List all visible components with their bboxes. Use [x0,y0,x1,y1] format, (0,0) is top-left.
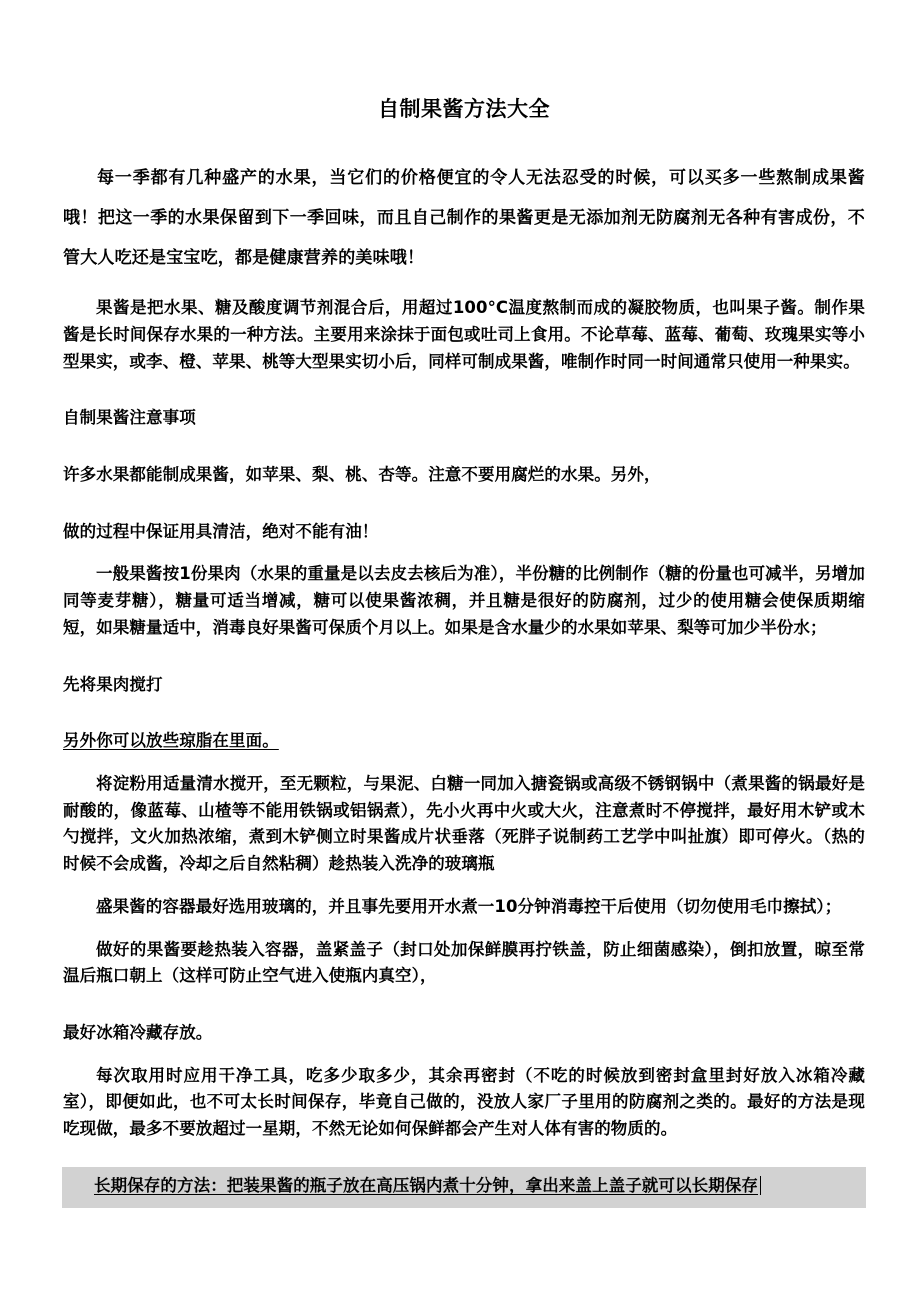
paragraph-sealing: 做好的果酱要趁热装入容器，盖紧盖子（封口处加保鲜膜再拧铁盖，防止细菌感染），倒扣放置，晾至常温后瓶口朝上（这样可防止空气进入使瓶内真空）， [63,939,865,986]
page-title: 自制果酱方法大全 [378,97,550,121]
paragraph-refrigerate: 最好冰箱冷藏存放。 [63,1023,213,1043]
paragraph-container: 盛果酱的容器最好选用玻璃的，并且事先要用开水煮一10分钟消毒控干后使用（切勿使用毛巾擦拭）； [96,896,842,916]
paragraph-fruit-choice: 许多水果都能制成果酱，如苹果、梨、桃、杏等。注意不要用腐烂的水果。另外， [63,464,661,484]
highlighted-note [62,1167,866,1208]
paragraph-agar-underlined: 另外你可以放些琼脂在里面。 [63,731,279,751]
document-body [63,0,865,1208]
paragraph-ratio: 一般果酱按1份果肉（水果的重量是以去皮去核后为准），半份糖的比例制作（糖的份量也可减半，另增加同等麦芽糖），糖量可适当增减，糖可以使果酱浓稠，并且糖是很好的防腐剂，过少的使用糖会使保质期缩短，如果糖量适中，消毒良好果酱可保质个月以上。如果是含水量少的水果如苹果、梨等可加少半份水； [63,564,865,637]
paragraph-definition: 果酱是把水果、糖及酸度调节剂混合后，用超过100°C温度熬制而成的凝胶物质，也叫果子酱。制作果酱是长时间保存水果的一种方法。主要用来涂抹于面包或吐司上食用。不论草莓、蓝莓、葡萄、玫瑰果实等小型果实，或李、橙、苹果、桃等大型果实切小后，同样可制成果酱，唯制作时同一时间通常只使用一种果实。 [63,298,865,371]
paragraph-usage: 每次取用时应用干净工具，吃多少取多少，其余再密封（不吃的时候放到密封盒里封好放入冰箱冷藏室），即便如此，也不可太长时间保存，毕竟自己做的，没放人家厂子里用的防腐剂之类的。最好的方法是现吃现做，最多不要放超过一星期，不然无论如何保鲜都会产生对人体有害的物质的。 [63,1065,865,1139]
paragraph-intro: 每一季都有几种盛产的水果，当它们的价格便宜的令人无法忍受的时候，可以买多一些熬制成果酱哦！把这一季的水果保留到下一季回味，而且自己制作的果酱更是无添加剂无防腐剂无各种有害成份，不管大人吃还是宝宝吃，都是健康营养的美味哦！ [63,168,865,269]
paragraph-blend: 先将果肉搅打 [63,674,163,694]
highlighted-note-text: 长期保存的方法：把装果酱的瓶子放在高压锅内煮十分钟，拿出来盖上盖子就可以长期保存 [94,1175,758,1195]
text-caret [760,1176,761,1195]
notes-heading: 自制果酱注意事项 [63,408,196,428]
paragraph-cooking: 将淀粉用适量清水搅开，至无颗粒，与果泥、白糖一同加入搪瓷锅或高级不锈钢锅中（煮果酱的锅最好是耐酸的，像蓝莓、山楂等不能用铁锅或铝锅煮），先小火再中火或大火，注意煮时不停搅拌，最好用木铲或木勺搅拌，文火加热浓缩，煮到木铲侧立时果酱成片状垂落（死胖子说制药工艺学中叫扯旗）即可停火。（热的时候不会成酱，冷却之后自然粘稠）趁热装入洗净的玻璃瓶 [63,774,865,874]
paragraph-clean-tools: 做的过程中保证用具清洁，绝对不能有油！ [63,521,379,541]
